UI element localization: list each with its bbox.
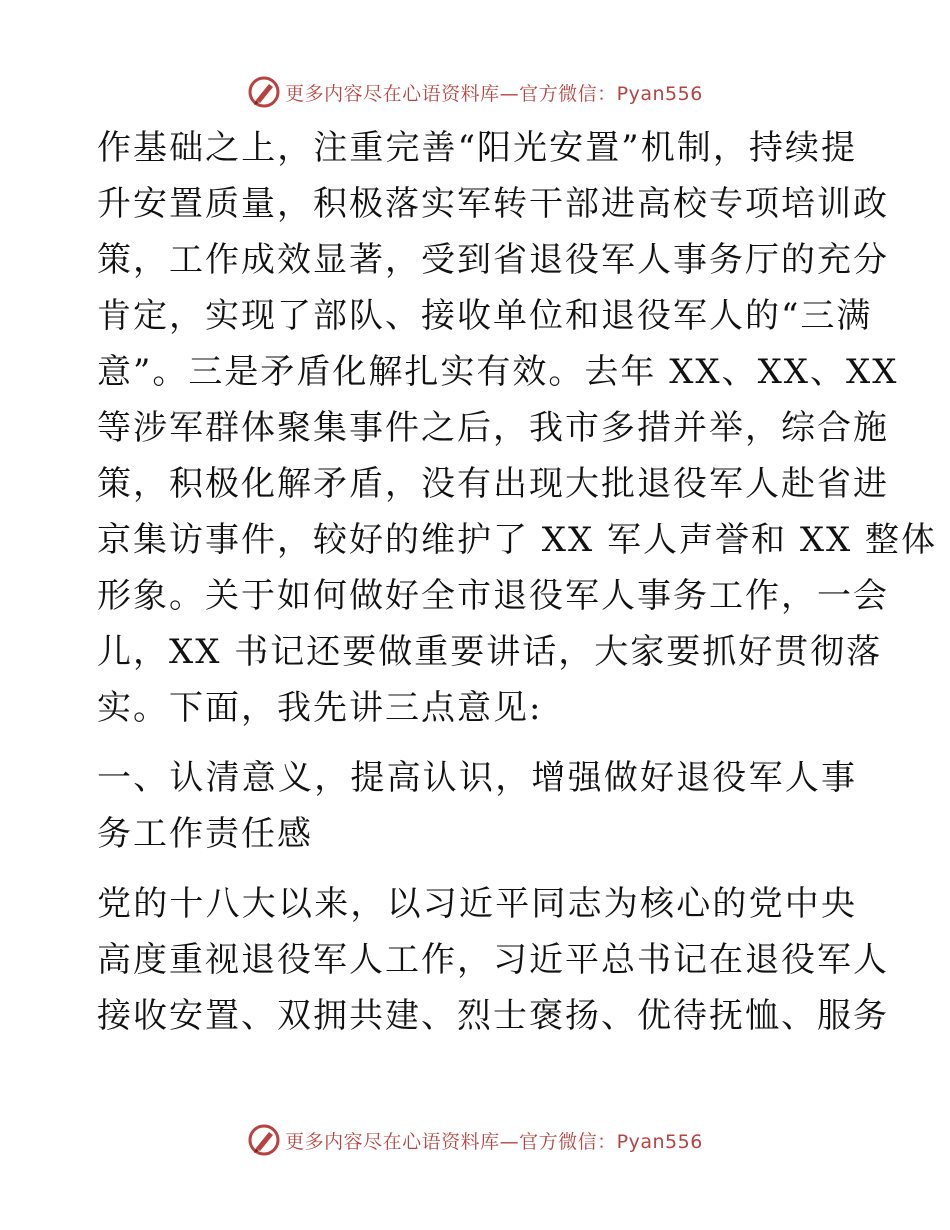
text-line: 等涉军群体聚集事件之后，我市多措并举，综合施 [97, 408, 889, 448]
watermark-text: 更多内容尽在心语资料库—官方微信：Pyan556 [285, 1130, 703, 1153]
text-line: 党的十八大以来，以习近平同志为核心的党中央 [97, 884, 857, 924]
section-heading-1 [97, 750, 857, 862]
text-line: 策，积极化解矛盾，没有出现大批退役军人赴省进 [97, 464, 889, 504]
watermark-banner-bottom [0, 1120, 950, 1160]
pen-logo-icon [247, 1123, 281, 1157]
text-line: 作基础之上，注重完善“阳光安置”机制，持续提 [97, 128, 857, 168]
document-body [97, 120, 938, 1044]
text-line: 京集访事件，较好的维护了 XX 军人声誉和 XX 整体 [97, 520, 938, 560]
text-line: 儿，XX 书记还要做重要讲话，大家要抓好贯彻落 [97, 632, 883, 672]
text-line: 意”。三是矛盾化解扎实有效。去年 XX、XX、XX [97, 352, 899, 392]
paragraph-gap [97, 862, 857, 876]
text-line: 形象。关于如何做好全市退役军人事务工作，一会 [97, 576, 889, 616]
watermark-banner-top [0, 72, 950, 112]
paragraph-1 [97, 120, 938, 736]
text-line: 策，工作成效显著，受到省退役军人事务厅的充分 [97, 240, 889, 280]
heading-line: 一、认清意义，提高认识，增强做好退役军人事 [97, 758, 857, 798]
text-line: 实。下面，我先讲三点意见: [97, 688, 543, 728]
text-line: 升安置质量，积极落实军转干部进高校专项培训政 [97, 184, 889, 224]
text-line: 高度重视退役军人工作，习近平总书记在退役军人 [97, 940, 889, 980]
heading-line: 务工作责任感 [97, 814, 313, 854]
watermark-text: 更多内容尽在心语资料库—官方微信：Pyan556 [285, 82, 703, 105]
paragraph-2 [97, 876, 889, 1044]
text-line: 接收安置、双拥共建、烈士褒扬、优待抚恤、服务 [97, 996, 889, 1036]
paragraph-gap [97, 736, 857, 750]
pen-logo-icon [247, 75, 281, 109]
text-line: 肯定，实现了部队、接收单位和退役军人的“三满 [97, 296, 873, 336]
